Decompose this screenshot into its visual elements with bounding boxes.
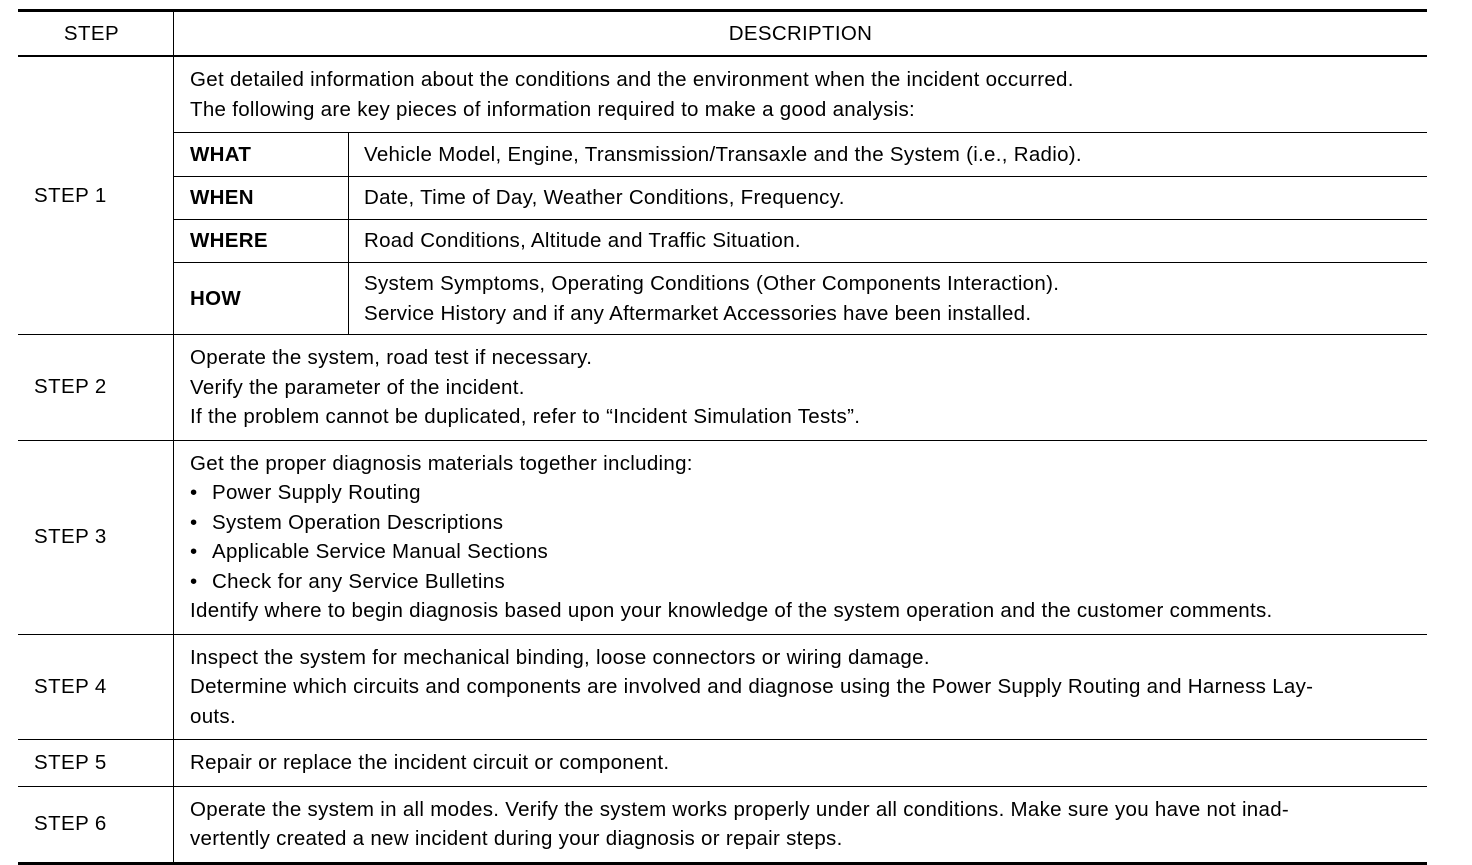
what-value	[349, 133, 1427, 176]
header-step: STEP	[63, 21, 120, 45]
step-3-bullet	[190, 567, 1417, 597]
bullet-text: Applicable Service Manual Sections	[212, 540, 549, 563]
where-key: WHERE	[174, 220, 349, 262]
table-row-step-6	[18, 787, 1427, 865]
bullet-text: Power Supply Routing	[212, 481, 421, 504]
table-row-step-4	[18, 635, 1427, 741]
step-2-label: STEP 2	[34, 375, 107, 399]
step-1-description	[173, 57, 1427, 334]
when-key: WHEN	[174, 177, 349, 219]
where-value-line: Road Conditions, Altitude and Traffic Situation.	[364, 229, 801, 253]
step-1-label: STEP 1	[34, 183, 107, 207]
when-value-line: Date, Time of Day, Weather Conditions, Frequency.	[364, 186, 845, 210]
how-key: HOW	[174, 263, 349, 334]
step-5-description	[173, 740, 1427, 786]
step-3-bullet	[190, 508, 1417, 538]
how-value-line: System Symptoms, Operating Conditions (Other Components Interaction).	[364, 272, 1060, 295]
step-1-intro	[174, 57, 1427, 132]
table-row-step-5	[18, 740, 1427, 787]
step-1-when-row	[174, 176, 1427, 219]
step-3-description	[173, 441, 1427, 634]
step-1-intro-line: The following are key pieces of information required to make a good analysis:	[190, 97, 916, 121]
step-4-description	[173, 635, 1427, 740]
what-value-line: Vehicle Model, Engine, Transmission/Transaxle and the System (i.e., Radio).	[364, 142, 1082, 166]
step-6-label: STEP 6	[34, 812, 107, 835]
step-1-where-row	[174, 219, 1427, 262]
how-value-line: Service History and if any Aftermarket Accessories have been installed.	[364, 301, 1032, 325]
bullet-marker: •	[190, 510, 198, 534]
step-6-description	[173, 787, 1427, 862]
what-key: WHAT	[174, 133, 349, 176]
step-5-label: STEP 5	[34, 750, 107, 774]
where-value	[349, 220, 1427, 262]
step-6-line: vertently created a new incident during your diagnosis or repair steps.	[190, 827, 843, 850]
step-1-how-row	[174, 262, 1427, 334]
bullet-marker: •	[190, 569, 198, 593]
table-row-step-3	[18, 441, 1427, 635]
how-value	[349, 263, 1427, 334]
step-1-what-row	[174, 132, 1427, 176]
step-5-line: Repair or replace the incident circuit or component.	[190, 751, 670, 774]
table-header-row	[18, 9, 1427, 57]
step-4-label: STEP 4	[34, 674, 107, 698]
step-3-bullet	[190, 537, 1417, 567]
step-3-intro: Get the proper diagnosis materials together including:	[190, 451, 693, 475]
diagnosis-steps-table	[18, 9, 1427, 865]
table-row-step-2	[18, 335, 1427, 441]
step-4-line: Inspect the system for mechanical binding, loose connectors or wiring damage.	[190, 645, 930, 669]
step-3-bullet	[190, 478, 1417, 508]
step-4-line: outs.	[190, 704, 236, 728]
step-3-outro: Identify where to begin diagnosis based upon your knowledge of the system operation and the customer comments.	[190, 599, 1273, 622]
bullet-text: System Operation Descriptions	[212, 510, 504, 534]
step-4-line: Determine which circuits and components are involved and diagnose using the Power Supply Routing and Harness Lay-	[190, 675, 1314, 698]
step-3-label: STEP 3	[34, 525, 107, 548]
table-row-step-1	[18, 57, 1427, 335]
bullet-text: Check for any Service Bulletins	[212, 569, 506, 593]
step-2-description	[173, 335, 1427, 440]
step-2-line: If the problem cannot be duplicated, refer to “Incident Simulation Tests”.	[190, 405, 861, 428]
step-1-intro-line: Get detailed information about the conditions and the environment when the incident occurred.	[190, 68, 1074, 91]
bullet-marker: •	[190, 481, 198, 504]
step-2-line: Verify the parameter of the incident.	[190, 375, 525, 399]
step-6-line: Operate the system in all modes. Verify the system works properly under all conditions. Make sure you have not inad-	[190, 797, 1290, 821]
header-description: DESCRIPTION	[173, 12, 1427, 55]
when-value	[349, 177, 1427, 219]
bullet-marker: •	[190, 540, 198, 563]
step-2-line: Operate the system, road test if necessary.	[190, 346, 593, 369]
